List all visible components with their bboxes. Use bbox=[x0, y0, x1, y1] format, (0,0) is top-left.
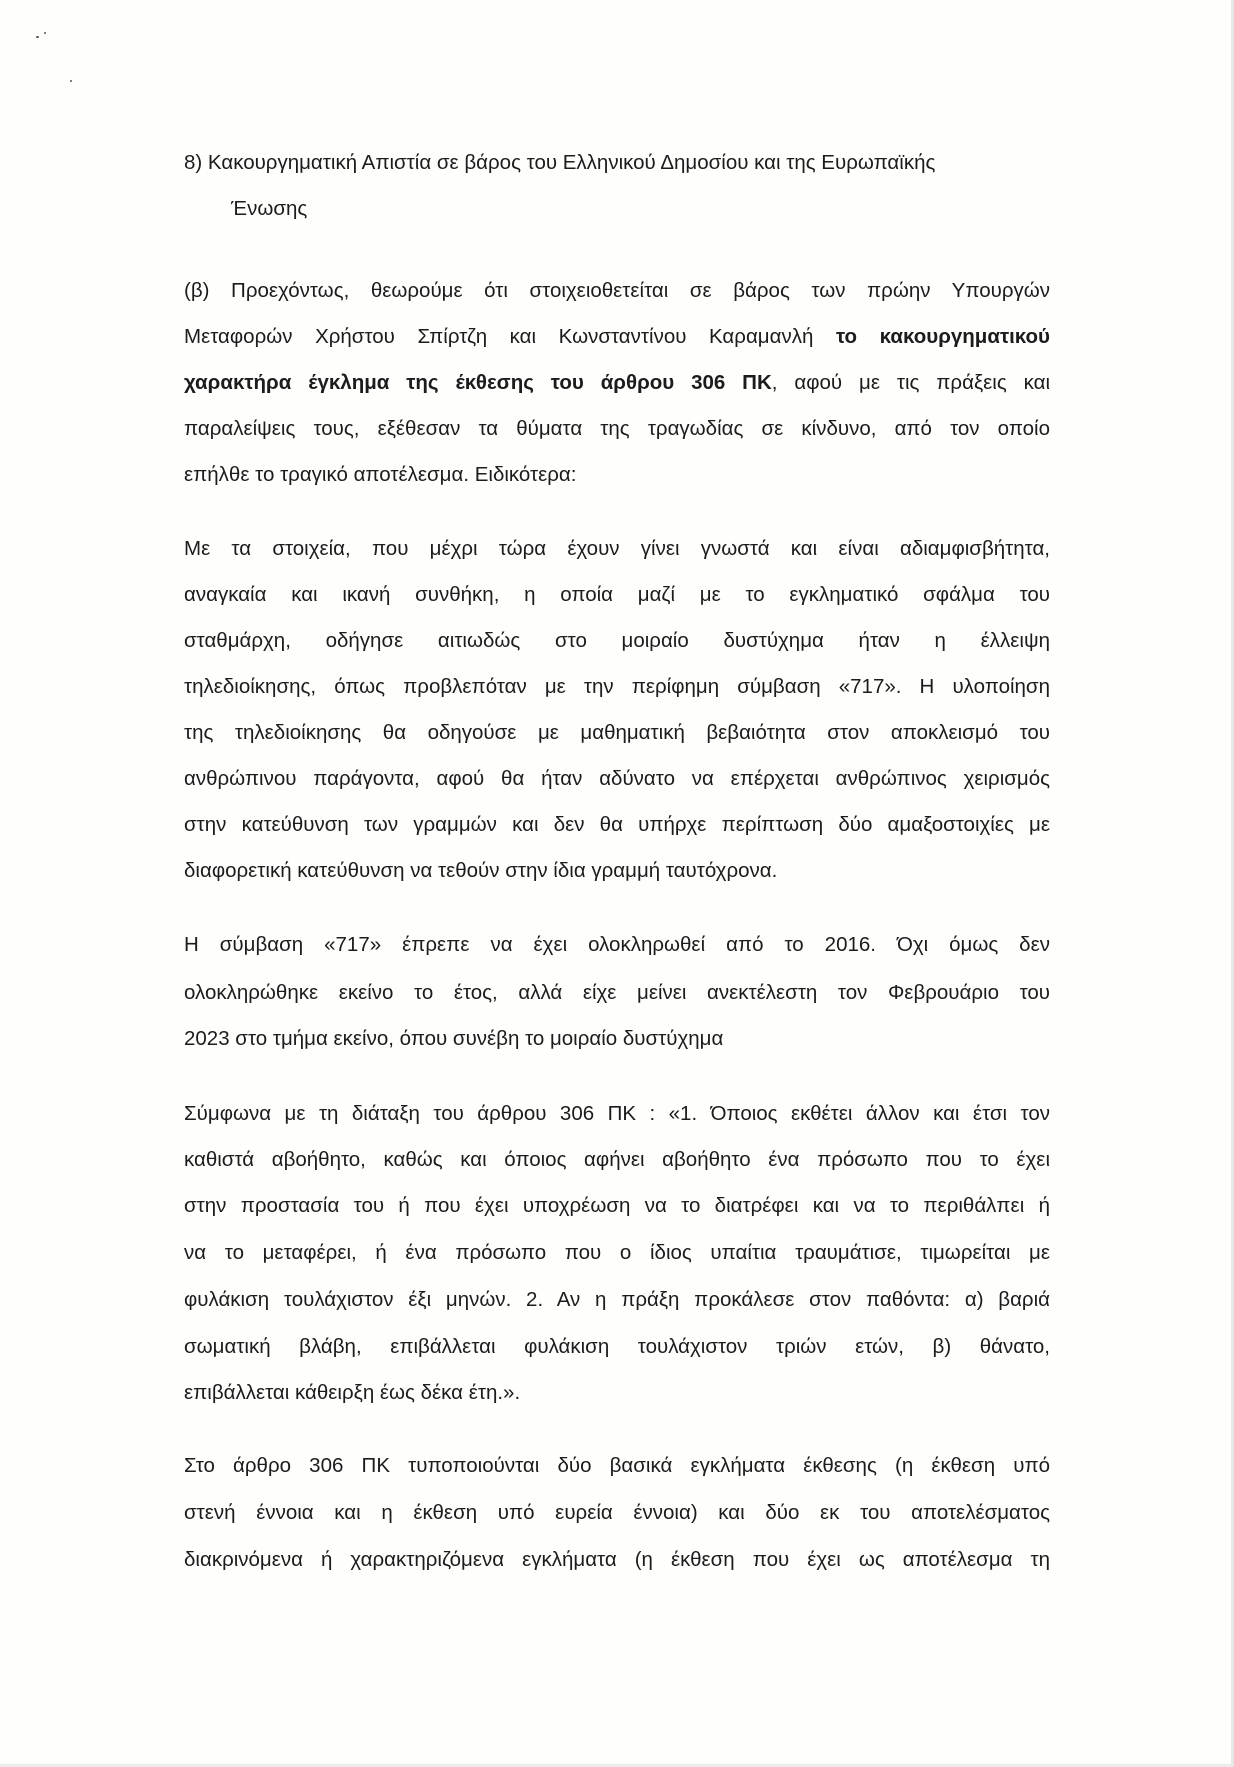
paragraph-line: σωματική βλάβη, επιβάλλεται φυλάκιση τουλάχιστον τριών ετών, β) θάνατο, bbox=[184, 1335, 1050, 1358]
paragraph-line: διαφορετική κατεύθυνση να τεθούν στην ίδια γραμμή ταυτόχρονα. bbox=[184, 859, 778, 882]
paragraph-line: επιβάλλεται κάθειρξη έως δέκα έτη.». bbox=[184, 1381, 521, 1404]
paragraph-line: στενή έννοια και η έκθεση υπό ευρεία έννοια) και δύο εκ του αποτελέσματος bbox=[184, 1501, 1050, 1524]
paragraph-line: Με τα στοιχεία, που μέχρι τώρα έχουν γίνει γνωστά και είναι αδιαμφισβήτητα, bbox=[184, 537, 1050, 560]
scan-speck bbox=[36, 36, 39, 38]
text-run: Μεταφορών Χρήστου Σπίρτζη και Κωνσταντίνου Καραμανλή bbox=[184, 325, 836, 348]
paragraph-line: αναγκαία και ικανή συνθήκη, η οποία μαζί με το εγκληματικό σφάλμα του bbox=[184, 583, 1050, 606]
paragraph-line: (β) Προεχόντως, θεωρούμε ότι στοιχειοθετείται σε βάρος των πρώην Υπουργών bbox=[184, 279, 1050, 302]
paragraph-line: Σύμφωνα με τη διάταξη του άρθρου 306 ΠΚ : «1. Όποιος εκθέτει άλλον και έτσι τον bbox=[184, 1102, 1050, 1125]
paragraph-line: στην κατεύθυνση των γραμμών και δεν θα υπήρχε περίπτωση δύο αμαξοστοιχίες με bbox=[184, 813, 1050, 836]
paragraph-line: επήλθε το τραγικό αποτέλεσμα. Ειδικότερα: bbox=[184, 463, 577, 486]
section-heading-cont: Ένωσης bbox=[231, 197, 308, 220]
paragraph-line: παραλείψεις τους, εξέθεσαν τα θύματα της τραγωδίας σε κίνδυνο, από τον οποίο bbox=[184, 417, 1050, 440]
paragraph-line: Στο άρθρο 306 ΠΚ τυποποιούνται δύο βασικά εγκλήματα έκθεσης (η έκθεση υπό bbox=[184, 1454, 1050, 1477]
paragraph-line bbox=[184, 370, 1050, 396]
paragraph-line: σταθμάρχη, οδήγησε αιτιωδώς στο μοιραίο δυστύχημα ήταν η έλλειψη bbox=[184, 629, 1050, 652]
scan-speck bbox=[70, 80, 72, 82]
paragraph-line: ανθρώπινου παράγοντα, αφού θα ήταν αδύνατο να επέρχεται ανθρώπινος χειρισμός bbox=[184, 767, 1050, 790]
bold-run: χαρακτήρα έγκλημα της έκθεσης του άρθρου 306 ΠΚ bbox=[184, 371, 772, 394]
paragraph-line: Η σύμβαση «717» έπρεπε να έχει ολοκληρωθεί από το 2016. Όχι όμως δεν bbox=[184, 933, 1050, 956]
paragraph-line: ολοκληρώθηκε εκείνο το έτος, αλλά είχε μείνει ανεκτέλεστη τον Φεβρουάριο του bbox=[184, 981, 1050, 1004]
scan-speck bbox=[44, 32, 46, 34]
paragraph-line: διακρινόμενα ή χαρακτηριζόμενα εγκλήματα (η έκθεση που έχει ως αποτέλεσμα τη bbox=[184, 1548, 1050, 1571]
paragraph-line: τηλεδιοίκησης, όπως προβλεπόταν με την περίφημη σύμβαση «717». Η υλοποίηση bbox=[184, 675, 1050, 698]
paragraph-line: καθιστά αβοήθητο, καθώς και όποιος αφήνει αβοήθητο ένα πρόσωπο που το έχει bbox=[184, 1148, 1050, 1171]
paragraph-line bbox=[184, 324, 1050, 350]
section-heading: 8) Κακουργηματική Απιστία σε βάρος του Ελληνικού Δημοσίου και της Ευρωπαϊκής bbox=[184, 151, 936, 174]
paragraph-line: 2023 στο τμήμα εκείνο, όπου συνέβη το μοιραίο δυστύχημα bbox=[184, 1027, 724, 1050]
paragraph-line: να το μεταφέρει, ή ένα πρόσωπο που ο ίδιος υπαίτια τραυμάτισε, τιμωρείται με bbox=[184, 1241, 1050, 1264]
text-run: , αφού με τις πράξεις και bbox=[771, 371, 1050, 394]
paragraph-line: φυλάκιση τουλάχιστον έξι μηνών. 2. Αν η πράξη προκάλεσε στον παθόντα: α) βαριά bbox=[184, 1288, 1050, 1311]
paragraph-line: στην προστασία του ή που έχει υποχρέωση να το διατρέφει και να το περιθάλπει ή bbox=[184, 1194, 1050, 1217]
paragraph-line: της τηλεδιοίκησης θα οδηγούσε με μαθηματική βεβαιότητα στον αποκλεισμό του bbox=[184, 721, 1050, 744]
bold-run: το κακουργηματικού bbox=[835, 325, 1050, 348]
